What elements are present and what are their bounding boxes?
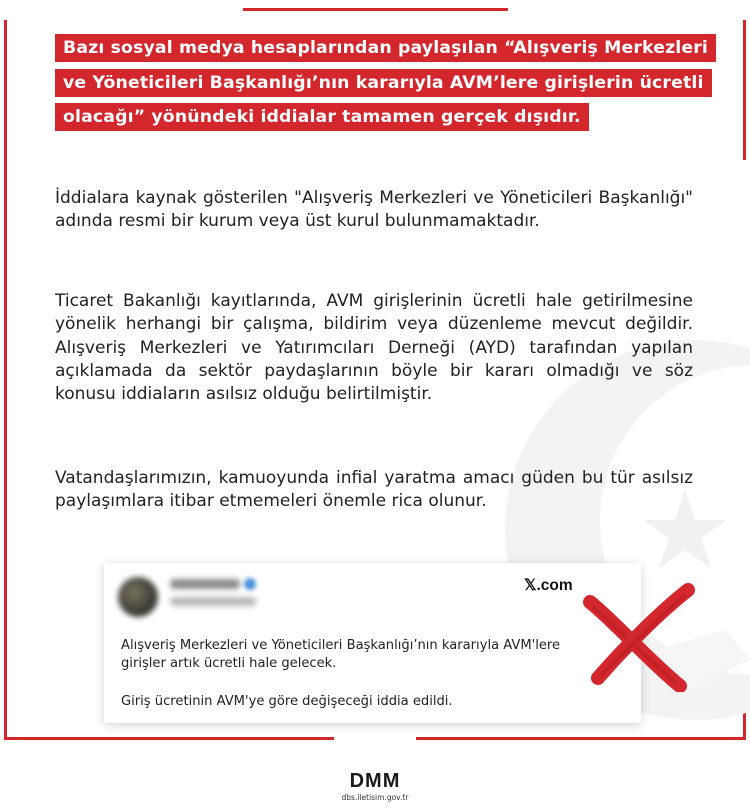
headline: [55, 31, 715, 135]
frame-right-line-upper: [743, 20, 746, 160]
paragraph-1: İddialara kaynak gösterilen "Alışveriş Merkezleri ve Yöneticileri Başkanlığı" adında resmi bir kurum veya üst kurul bulunmamaktadır.: [55, 188, 693, 232]
avatar: [118, 577, 158, 617]
tweet-text-line-2: Giriş ücretinin AVM'ye göre değişeceği iddia edildi.: [121, 694, 453, 709]
blurred-handle: [170, 597, 256, 606]
paragraph-3: Vatandaşlarımızın, kamuoyunda infial yaratma amacı güden bu tür asılsız paylaşımlara itibar etmemeleri önemle rica olunur.: [55, 468, 693, 512]
blurred-username: [170, 579, 240, 589]
red-cross-icon: [580, 582, 698, 692]
tweet-screenshot-card: [104, 563, 641, 723]
logo-url: dbs.iletisim.gov.tr: [341, 793, 409, 802]
paragraph-2: Ticaret Bakanlığı kayıtlarında, AVM girişlerinin ücretli hale getirilmesine yönelik herhangi bir çalışma, bildirim veya düzenleme mevcut değildir. Alışveriş Merkezleri ve Yatırımcıları Derneği (AYD) tarafından yapılan açıklamada da sektör paydaşlarının böyle bir kararı olmadığı ve söz konusu iddiaların asılsız olduğu belirtilmiştir.: [55, 291, 693, 405]
dmm-logo: DMM: [349, 770, 401, 792]
tweet-text-line-1: Alışveriş Merkezleri ve Yöneticileri Başkanlığı’nın kararıyla AVM'lere girişler artık ücretli hale gelecek.: [121, 638, 561, 671]
frame-bottom-line-left: [4, 737, 334, 740]
headline-text: Bazı sosyal medya hesaplarından paylaşılan “Alışveriş Merkezleri ve Yöneticileri Başkanlığı’nın kararıyla AVM’lere girişlerin ücretli olacağı” yönündeki iddialar tamamen gerçek dışıdır.: [55, 34, 716, 131]
verified-badge-icon: [244, 578, 256, 590]
frame-left-line: [4, 20, 7, 740]
frame-top-line: [243, 8, 508, 11]
x-logo-source: 𝕏.com: [524, 577, 573, 594]
